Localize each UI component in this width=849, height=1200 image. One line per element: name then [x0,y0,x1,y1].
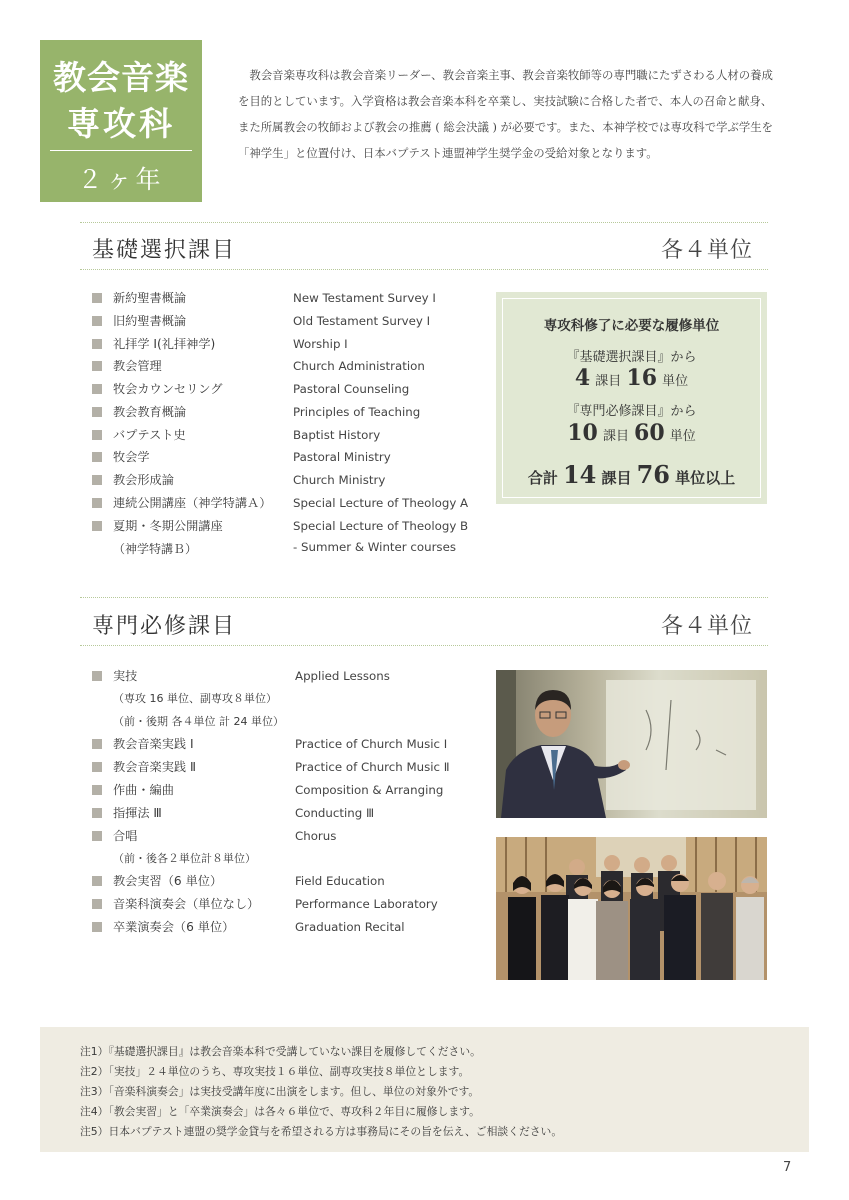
section2-unit: 各４単位 [660,614,753,639]
course-name-jp: 卒業演奏会（6 単位） [113,920,235,934]
section1-unit: 各４単位 [660,238,753,263]
course-name-jp: 教会教育概論 [113,405,187,419]
requirements-box [496,292,767,504]
requirements-total [496,460,767,489]
course-name-jp: 礼拝学 Ⅰ(礼拝神学) [113,337,216,351]
group-photo [496,837,767,980]
bullet-square-icon [92,876,102,886]
course-name-jp: 連続公開講座（神学特講Ａ） [113,496,272,510]
bullet-square-icon [92,407,102,417]
required-course-count: 10 [567,420,598,446]
program-title-line2: 専攻科 [67,104,175,143]
lecturer-photo-image [496,670,767,818]
course-name-jp: 実技 [113,669,138,683]
bullet-square-icon [92,293,102,303]
course-name-en: Worship Ⅰ [293,337,348,351]
course-name-en-continued: - Summer & Winter courses [293,540,456,554]
basic-credit-count: 16 [626,365,658,391]
lecturer-photo [496,670,767,818]
course-name-jp-continued: （神学特講Ｂ） [113,542,198,556]
course-name-jp: 夏期・冬期公開講座 [113,519,223,533]
note-2: 注2）「実技」２４単位のうち、専攻実技１６単位、副専攻実技８単位とします。 [80,1065,470,1078]
total-credit-count: 76 [636,460,670,489]
program-duration: ２ヶ年 [77,165,165,194]
bullet-square-icon [92,922,102,932]
course-name-jp: 指揮法 Ⅲ [113,806,162,820]
course-name-en: Composition & Arranging [295,783,444,797]
section2-top-rule [80,597,768,598]
course-name-en: Special Lecture of Theology A [293,496,469,510]
course-name-jp: 音楽科演奏会（単位なし） [113,897,260,911]
bullet-square-icon [92,785,102,795]
bullet-square-icon [92,762,102,772]
required-credit-count: 60 [634,420,665,446]
course-name-en: New Testament Survey Ⅰ [293,291,436,305]
title-divider [50,150,192,151]
course-name-jp: 合唱 [113,829,138,843]
requirements-from-required: 『専門必修課目』から [566,404,697,419]
course-name-en: Principles of Teaching [293,405,421,419]
course-name-jp: 教会実習（6 単位） [113,874,223,888]
bullet-square-icon [92,899,102,909]
section2-title: 専門必修課目 [92,614,237,639]
bullet-square-icon [92,475,102,485]
note-5: 注5）日本バプテスト連盟の奨学金貸与を希望される方は事務局にその旨を伝え、ご相談ください。 [80,1125,563,1138]
page-number: 7 [783,1160,792,1175]
bullet-square-icon [92,498,102,508]
bullet-square-icon [92,452,102,462]
course-name-en: Special Lecture of Theology B [293,519,469,533]
total-label: 合計 [527,469,558,487]
course-name-jp: 作曲・編曲 [113,783,174,797]
course-note: （専攻 16 単位、副専攻８単位） [113,692,277,705]
course-name-jp: 教会音楽実践 Ⅱ [113,760,196,774]
requirements-basic-count [496,365,767,391]
section1-top-rule [80,222,768,223]
course-note: （前・後期 各４単位 計 24 単位） [113,715,284,728]
group-photo-image [496,837,767,980]
bullet-square-icon [92,808,102,818]
bullet-square-icon [92,831,102,841]
requirements-heading: 専攻科修了に必要な履修単位 [543,318,720,334]
course-name-jp: 旧約聖書概論 [113,314,187,328]
course-name-en: Practice of Church Music Ⅰ [295,737,448,751]
course-name-jp: バプテスト史 [113,428,186,442]
requirements-required-count [496,420,767,446]
course-name-jp: 教会音楽実践 Ⅰ [113,737,194,751]
requirements-from-basic: 『基礎選択課目』から [566,350,697,365]
course-name-en: Practice of Church Music Ⅱ [295,760,450,774]
unit-credit-label: 単位 [662,374,689,389]
course-name-en: Applied Lessons [295,669,390,683]
course-name-en: Baptist History [293,428,381,442]
course-name-en: Performance Laboratory [295,897,438,911]
basic-course-count: 4 [574,365,591,391]
program-title-line1: 教会音楽 [53,58,189,97]
bullet-square-icon [92,671,102,681]
bullet-square-icon [92,361,102,371]
course-name-en: Chorus [295,829,337,843]
note-4: 注4）「教会実習」と「卒業演奏会」は各々６単位で、専攻科２年目に履修します。 [80,1105,480,1118]
course-note: （前・後各２単位計８単位） [113,852,256,865]
course-name-jp: 新約聖書概論 [113,291,187,305]
section1-title: 基礎選択課目 [92,238,237,263]
section2-bottom-rule [80,645,768,646]
bullet-square-icon [92,339,102,349]
course-name-en: Conducting Ⅲ [295,806,375,820]
course-name-jp: 教会管理 [113,359,162,373]
course-name-en: Church Ministry [293,473,386,487]
unit-over-label: 単位以上 [675,469,736,487]
bullet-square-icon [92,739,102,749]
course-name-en: Pastoral Ministry [293,450,391,464]
program-title-block [40,40,202,202]
intro-paragraph: 教会音楽専攻科は教会音楽リーダー、教会音楽主事、教会音楽牧師等の専門職にたずさわる人材の養成を目的としています。入学資格は教会音楽本科を卒業し、実技試験に合格した者で、本人の召命と献身、また所属教会の牧師および教会の推薦 ( 総会決議 ) が必要です。また、本神学校では専攻科で学ぶ学生を「神学生」と位置付け、日本バプテスト連盟神学生奨学金の受給対象となります。 [238,68,774,160]
unit-credit-label: 単位 [669,429,696,444]
course-name-en: Field Education [295,874,385,888]
course-name-en: Graduation Recital [295,920,405,934]
note-1: 注1）『基礎選択課目』は教会音楽本科で受講していない課目を履修してください。 [80,1045,481,1058]
course-name-en: Pastoral Counseling [293,382,410,396]
bullet-square-icon [92,430,102,440]
bullet-square-icon [92,521,102,531]
unit-course-label: 課目 [595,374,622,389]
notes-panel [40,1027,809,1152]
course-name-jp: 牧会カウンセリング [113,382,223,396]
note-3: 注3）「音楽科演奏会」は実技受講年度に出演をします。但し、単位の対象外です。 [80,1085,480,1098]
course-name-jp: 牧会学 [113,450,150,464]
section1-bottom-rule [80,269,768,270]
course-name-en: Church Administration [293,359,425,373]
course-name-en: Old Testament Survey Ⅰ [293,314,431,328]
bullet-square-icon [92,316,102,326]
course-name-jp: 教会形成論 [113,473,174,487]
unit-course-label: 課目 [602,429,629,444]
bullet-square-icon [92,384,102,394]
total-course-count: 14 [562,460,597,489]
unit-course-label: 課目 [601,469,632,487]
